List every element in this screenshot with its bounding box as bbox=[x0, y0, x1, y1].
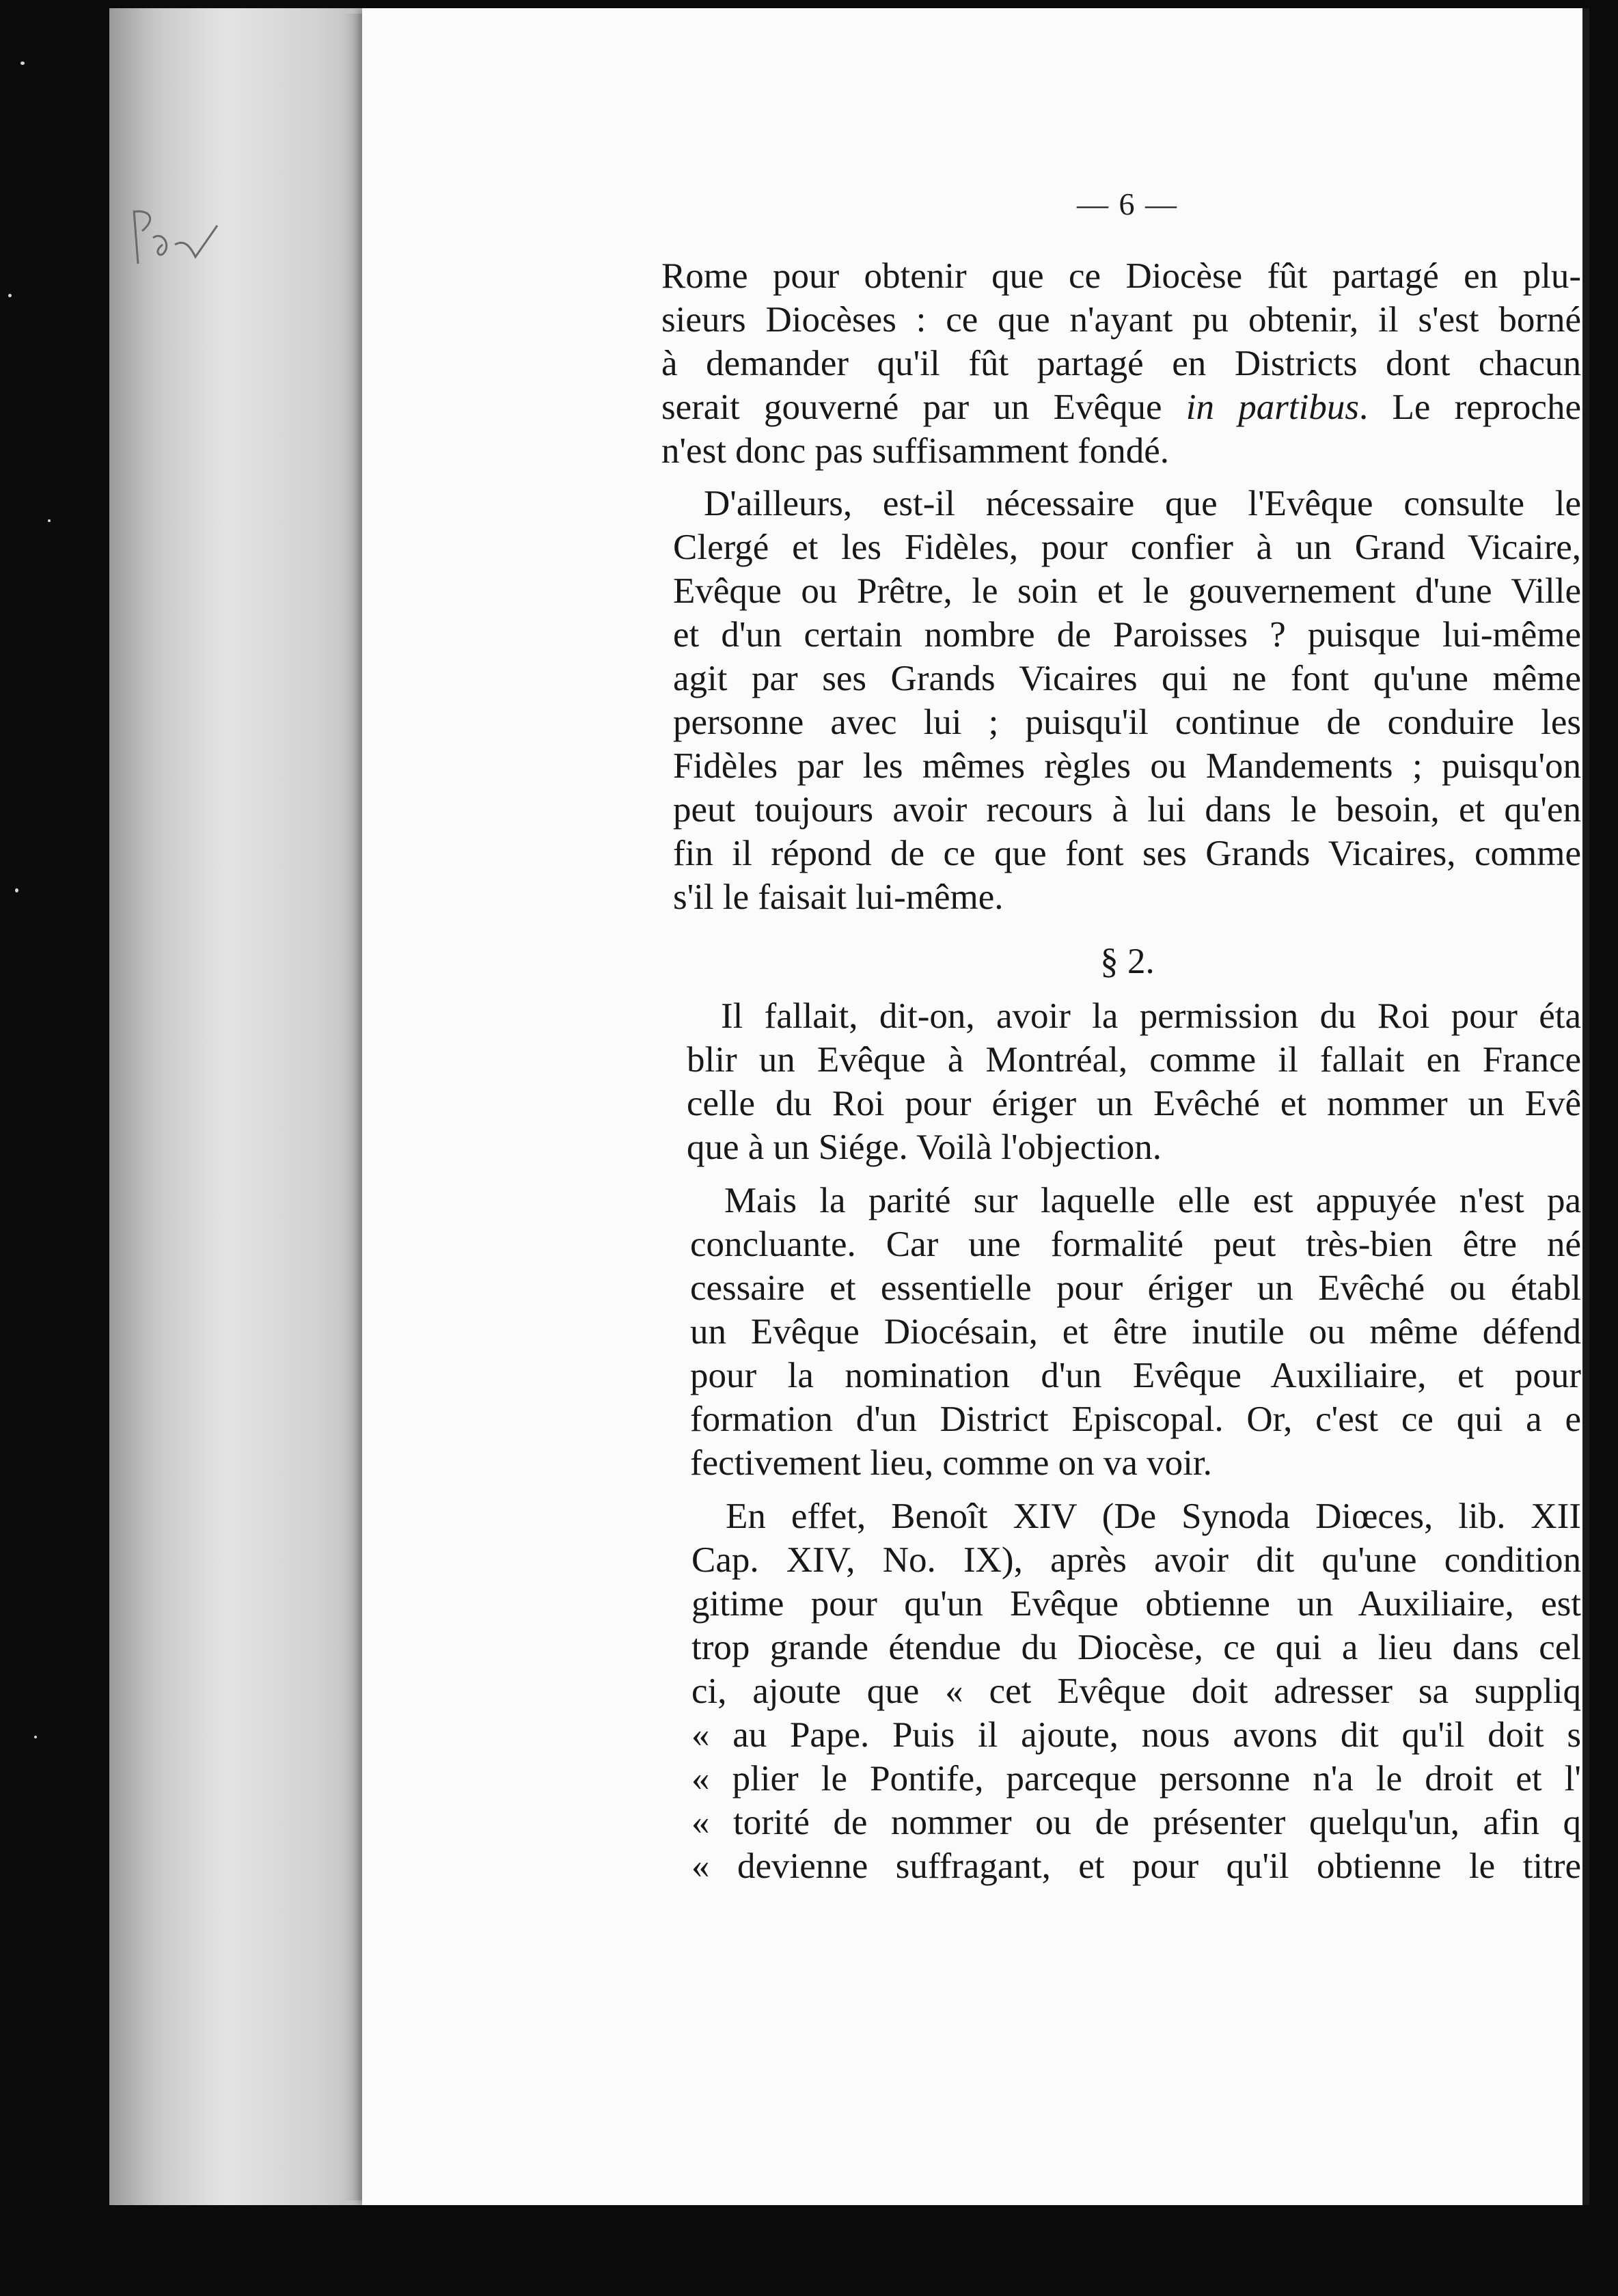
text-line: fectivement lieu, comme on va voir. bbox=[690, 1443, 1212, 1483]
text-line: celle du Roi pour ériger un Evêché et nommer un Evê bbox=[687, 1084, 1581, 1123]
italic-phrase: in partibus bbox=[1185, 387, 1359, 427]
text-line: peut toujours avoir recours à lui dans le besoin, et qu'en bbox=[673, 790, 1581, 830]
text-line: blir un Evêque à Montréal, comme il fallait en France bbox=[687, 1040, 1581, 1080]
text-line: et d'un certain nombre de Paroisses ? puisque lui-même bbox=[673, 615, 1581, 655]
scan-speck bbox=[48, 519, 51, 522]
handwritten-margin-note bbox=[122, 197, 224, 272]
scan-speck bbox=[34, 1736, 37, 1738]
text-line-italic-run: serait gouverné par un Evêque in partibus. Le reproche bbox=[661, 387, 1581, 427]
scan-speck bbox=[20, 62, 25, 65]
text-line: pour la nomination d'un Evêque Auxiliaire, et pour bbox=[690, 1356, 1581, 1395]
text-line bbox=[661, 385, 1581, 429]
text-line: que à un Siége. Voilà l'objection. bbox=[687, 1128, 1162, 1167]
book-page-edges bbox=[109, 8, 369, 2205]
scan-bottom-border bbox=[0, 2206, 1618, 2296]
text-line: formation d'un District Episcopal. Or, c'est ce qui a e bbox=[690, 1399, 1581, 1439]
text-line: « plier le Pontife, parceque personne n'a le droit et l' bbox=[691, 1759, 1581, 1799]
scan-speck bbox=[15, 888, 18, 892]
text-line: « au Pape. Puis il ajoute, nous avons dit qu'il doit s bbox=[691, 1715, 1581, 1755]
page-number: — 6 — bbox=[1077, 187, 1178, 221]
text-line: « torité de nommer ou de présenter quelqu'un, afin q bbox=[691, 1803, 1581, 1842]
text-line: Fidèles par les mêmes règles ou Mandements ; puisqu'on bbox=[673, 746, 1581, 786]
scan-right-border bbox=[1582, 8, 1589, 2205]
text-line: sieurs Diocèses : ce que n'ayant pu obtenir, il s'est borné bbox=[661, 300, 1581, 340]
text-line: à demander qu'il fût partagé en Districts dont chacun bbox=[661, 344, 1581, 383]
text-line: Cap. XIV, No. IX), après avoir dit qu'une condition bbox=[691, 1540, 1581, 1580]
text-line: trop grande étendue du Diocèse, ce qui a lieu dans cel bbox=[691, 1628, 1581, 1667]
text-line: Evêque ou Prêtre, le soin et le gouvernement d'une Ville bbox=[673, 571, 1581, 611]
text-line: « devienne suffragant, et pour qu'il obtienne le titre bbox=[691, 1846, 1581, 1886]
scan-speck bbox=[8, 294, 12, 297]
text-line: gitime pour qu'un Evêque obtienne un Auxiliaire, est bbox=[691, 1584, 1581, 1624]
text-line: concluante. Car une formalité peut très-bien être né bbox=[690, 1225, 1581, 1264]
text-line: Clergé et les Fidèles, pour confier à un Grand Vicaire, bbox=[673, 528, 1581, 567]
text-line: Mais la parité sur laquelle elle est appuyée n'est pa bbox=[724, 1181, 1581, 1220]
text-line: cessaire et essentielle pour ériger un Evêché ou établ bbox=[690, 1268, 1581, 1308]
text-line: s'il le faisait lui-même. bbox=[673, 877, 1004, 917]
text-line: En effet, Benoît XIV (De Synoda Diœces, lib. XII bbox=[726, 1496, 1581, 1536]
text-line: Rome pour obtenir que ce Diocèse fût partagé en plu- bbox=[661, 256, 1581, 296]
text-line: n'est donc pas suffisamment fondé. bbox=[661, 431, 1170, 471]
text-line: Il fallait, dit-on, avoir la permission du Roi pour éta bbox=[721, 996, 1581, 1036]
text-line: un Evêque Diocésain, et être inutile ou même défend bbox=[690, 1312, 1581, 1352]
text-line: agit par ses Grands Vicaires qui ne font qu'une même bbox=[673, 659, 1581, 698]
section-heading: § 2. bbox=[1100, 942, 1155, 981]
text-line: ci, ajoute que « cet Evêque doit adresser sa suppliq bbox=[691, 1671, 1581, 1711]
text-line: personne avec lui ; puisqu'il continue de conduire les bbox=[673, 702, 1581, 742]
text-line: fin il répond de ce que font ses Grands Vicaires, comme bbox=[673, 834, 1581, 873]
text-line: D'ailleurs, est-il nécessaire que l'Evêque consulte le bbox=[704, 484, 1581, 523]
